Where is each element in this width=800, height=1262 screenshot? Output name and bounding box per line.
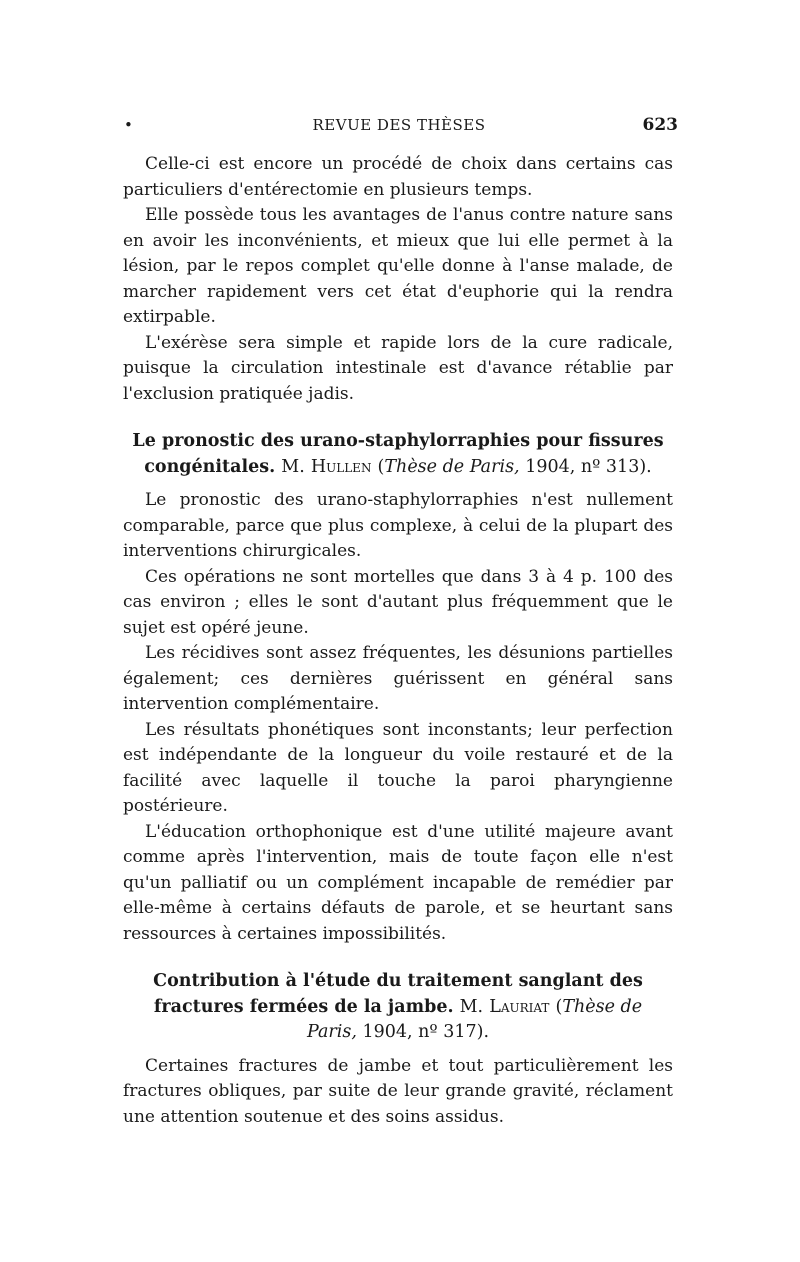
running-title: REVUE DES THÈSES xyxy=(312,116,486,134)
section-heading-2 xyxy=(123,969,673,1046)
section-2-citation-open: ( xyxy=(555,996,563,1017)
page-number: 623 xyxy=(642,115,678,135)
header-bullet: • xyxy=(124,116,133,134)
section-2-paragraph-1: Certaines fractures de jambe et tout particulièrement les fractures obliques, par suite de leur grande gravité, réclament une attention soutenue et des soins assidus. xyxy=(123,1055,673,1127)
section-1-author: Hullen xyxy=(310,456,372,477)
running-header xyxy=(120,116,678,140)
section-1-paragraph-3: Les récidives sont assez fréquentes, les désunions partielles également; ces dernières guérissent en général sans intervention complémentaire. xyxy=(123,643,673,714)
section-2-title: Contribution à l'étude du traitement sanglant des fractures fermées de la jambe. xyxy=(153,971,643,1017)
section-1-author-prefix: M. xyxy=(281,456,305,477)
section-1-paragraph-4: Les résultats phonétiques sont inconstants; leur perfection est indépendante de la longueur du voile restauré et de la facilité avec laquelle il touche la paroi pharyngienne postérieure. xyxy=(123,719,673,816)
section-2-author: Lauriat xyxy=(489,996,550,1017)
section-2-citation-source: Thèse de Paris, xyxy=(306,996,643,1042)
section-1-citation xyxy=(378,457,652,477)
section-1-paragraph-2: Ces opérations ne sont mortelles que dans 3 à 4 p. 100 des cas environ ; elles le sont d'autant plus fréquemment que le sujet est opéré jeune. xyxy=(123,566,673,638)
section-1-citation-open: ( xyxy=(377,456,385,477)
section-heading-1 xyxy=(123,429,673,480)
section-1-citation-rest: 1904, nº 313). xyxy=(525,456,652,477)
section-1-citation-source: Thèse de Paris, xyxy=(384,456,520,477)
intro-paragraph-3: L'exérèse sera simple et rapide lors de la cure radicale, puisque la circulation intestinale est d'avance rétablie par l'exclusion pratiquée jadis. xyxy=(123,332,673,404)
section-1-title: Le pronostic des urano-staphylorraphies pour fissures congénitales. xyxy=(132,431,664,477)
page-body xyxy=(123,152,673,1130)
section-2-citation-rest: 1904, nº 317). xyxy=(362,1022,490,1042)
section-2-author-prefix: M. xyxy=(459,996,484,1017)
intro-paragraph-2: Elle possède tous les avantages de l'anus contre nature sans en avoir les inconvénients, et mieux que lui elle permet à la lésion, par le repos complet qu'elle donne à l'anse malade, de marcher rapidement vers cet état d'euphorie qui la rendra extirpable. xyxy=(123,205,673,327)
section-1-paragraph-1: Le pronostic des urano-staphylorraphies n'est nullement comparable, parce que plus complexe, à celui de la plupart des interventions chirurgicales. xyxy=(123,490,673,561)
intro-paragraph-1: Celle-ci est encore un procédé de choix dans certains cas particuliers d'entérectomie en plusieurs temps. xyxy=(123,154,673,200)
section-1-paragraph-5: L'éducation orthophonique est d'une utilité majeure avant comme après l'intervention, mais de toute façon elle n'est qu'un palliatif ou un complément incapable de remédier par elle-même à certains défauts de parole, et se heurtant sans ressources à certaines impossibilités. xyxy=(123,821,673,944)
